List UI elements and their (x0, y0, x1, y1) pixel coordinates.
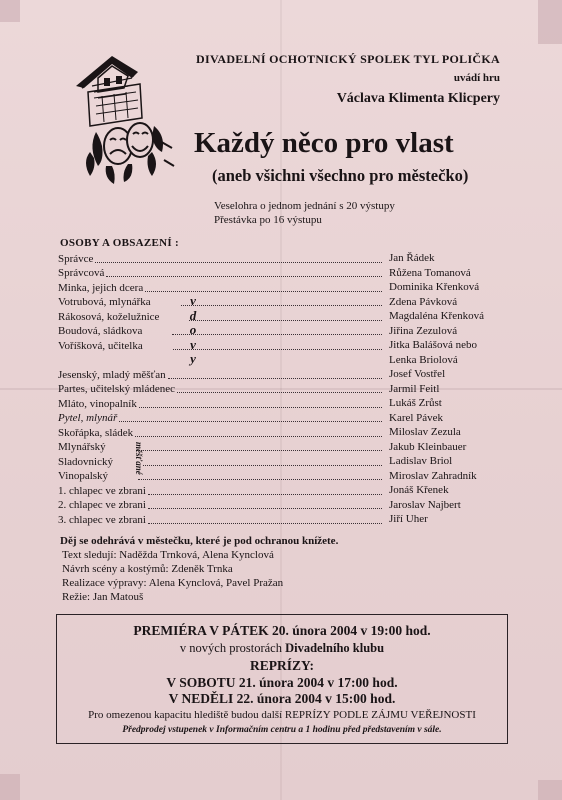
cast-row (58, 497, 384, 512)
cast-row (58, 366, 384, 381)
premiere-line: PREMIÉRA V PÁTEK 20. února 2004 v 19:00 hod. (133, 623, 431, 638)
cast-heading: OSOBY A OBSAZENÍ : (60, 237, 179, 249)
actor-name: Růžena Tomanová (389, 266, 471, 279)
role-name: 2. chlapec ve zbrani (58, 499, 146, 511)
actor-name: Jaroslav Najbert (389, 498, 461, 511)
role-name: Rákosová, koželužnice (58, 310, 160, 323)
vdovy-label: v d o v y (189, 293, 197, 366)
actor-name: Lukáš Zrůst (389, 397, 442, 409)
actor-name: Jarmil Feitl (389, 382, 440, 395)
theatre-masks-logo-icon (68, 48, 178, 188)
role-name: Jesenský, mladý měšťan (58, 368, 166, 381)
tape-corner (538, 0, 562, 44)
mestane-label: měšťané (134, 441, 144, 475)
reprises-heading: REPRÍZY: (249, 658, 314, 673)
role-name: 3. chlapec ve zbrani (58, 513, 146, 526)
actor-name: Miroslav Zahradník (389, 469, 477, 482)
role-name: Votrubová, mlynářka (58, 296, 151, 308)
role-name: Partes, učitelský mládenec (58, 383, 175, 395)
tape-corner (538, 780, 562, 800)
venue-line: v nových prostorách Divadelního klubu (179, 641, 385, 655)
role-name: Boudová, sládkova (58, 325, 143, 337)
cast-row (58, 265, 384, 280)
role-name: Mlynářský (58, 441, 106, 453)
actor-name: Zdena Pávková (389, 295, 458, 308)
cast-row (58, 468, 384, 483)
cast-row (58, 279, 384, 294)
cast-row (58, 381, 384, 396)
role-name: Vinopalský (58, 470, 109, 482)
tape-corner (0, 774, 20, 800)
role-name: Pytel, mlynář (58, 412, 118, 424)
role-name: Správcová (58, 267, 105, 279)
actor-name: Ladislav Briol (389, 455, 453, 467)
role-name: Minka, jejich dcera (58, 281, 144, 294)
cast-row (58, 308, 384, 323)
role-name: 1. chlapec ve zbrani (58, 484, 146, 497)
cast-row (58, 439, 384, 454)
play-subtitle: (aneb všichni všechno pro městečko) (212, 166, 469, 185)
actor-name: Lenka Briolová (389, 353, 458, 366)
actor-name: Jakub Kleinbauer (389, 440, 467, 453)
credit-text: Text sledují: Naděžda Trnková, Alena Kynclová (62, 549, 274, 561)
actor-name: Karel Pávek (389, 411, 444, 424)
actor-name: Jiří Uher (389, 513, 428, 525)
actor-name: Jiřina Zezulová (389, 324, 458, 337)
play-title: Každý něco pro vlast (194, 127, 454, 159)
cast-row (58, 395, 384, 410)
credit-design: Návrh scény a kostýmů: Zdeněk Trnka (62, 563, 233, 575)
premiere-box (56, 614, 508, 744)
intermission-text: Přestávka po 16 výstupu (214, 214, 322, 226)
reprise-2: V NEDĚLI 22. února 2004 v 15:00 hod. (168, 691, 396, 706)
author-name: Václava Klimenta Klicpery (336, 91, 500, 106)
genre-text: Veselohra o jednom jednání s 20 výstupy (214, 200, 395, 212)
cast-row (58, 424, 384, 439)
cast-row (58, 453, 384, 468)
cast-row (58, 323, 384, 338)
role-name: Sladovnický (58, 455, 113, 468)
role-name: Voříšková, učitelka (58, 339, 143, 352)
role-name: Mláto, vinopalník (58, 397, 137, 410)
actor-name: Josef Vostřel (389, 368, 446, 380)
credit-director: Režie: Jan Matouš (62, 591, 144, 603)
presents-text: uvádí hru (453, 72, 500, 84)
actor-name: Dominika Křenková (389, 281, 480, 293)
actor-name: Jitka Balášová nebo (389, 339, 477, 351)
cast-row (58, 511, 384, 526)
society-name: DIVADELNÍ OCHOTNICKÝ SPOLEK TYL POLIČKA (196, 52, 500, 66)
capacity-note: Pro omezenou kapacitu hlediště budou další REPRÍZY PODLE ZÁJMU VEŘEJNOSTI (88, 709, 476, 721)
cast-row (58, 410, 384, 425)
role-name: Správce (58, 252, 94, 265)
presale-note: Předprodej vstupenek v Informačním centru a 1 hodinu před představením v sále. (122, 725, 442, 735)
setting-text: Děj se odehrává v městečku, které je pod ochranou knížete. (60, 535, 339, 547)
cast-row (58, 250, 384, 265)
reprise-1: V SOBOTU 21. února 2004 v 17:00 hod. (166, 675, 398, 690)
actor-name: Miloslav Zezula (389, 426, 461, 438)
role-name: Skořápka, sládek (58, 426, 134, 439)
cast-row (58, 294, 384, 309)
actor-name: Magdaléna Křenková (389, 310, 484, 322)
actor-name: Jonáš Křenek (389, 484, 449, 496)
cast-row (58, 337, 384, 352)
credit-realization: Realizace výpravy: Alena Kynclová, Pavel Pražan (62, 577, 284, 589)
cast-row (58, 482, 384, 497)
actor-name: Jan Řádek (389, 252, 435, 264)
tape-corner (0, 0, 20, 22)
